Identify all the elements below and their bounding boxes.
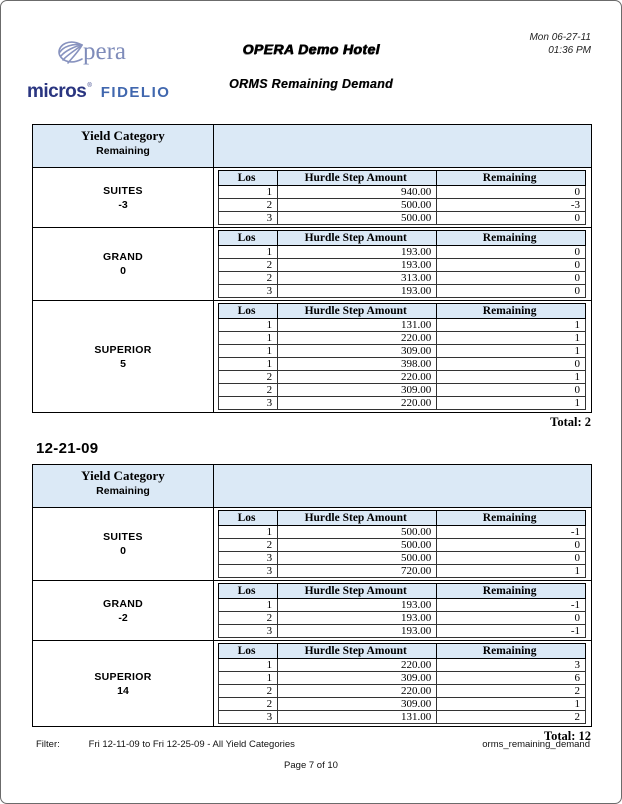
los-cell: 3	[219, 565, 278, 578]
hurdle-steps-table	[218, 643, 586, 724]
hurdle-row	[219, 672, 586, 685]
hurdle-steps-table	[218, 303, 586, 410]
hurdle-row	[219, 319, 586, 332]
remaining-cell: 1	[437, 397, 586, 410]
category-remaining-count: 0	[120, 545, 126, 557]
table-header-row	[33, 125, 592, 168]
hurdle-cell: 220.00	[278, 685, 437, 698]
hurdle-row	[219, 212, 586, 225]
los-cell: 1	[219, 672, 278, 685]
remaining-cell: 1	[437, 319, 586, 332]
hurdle-cell: 500.00	[278, 526, 437, 539]
micros-logo-text: micros	[27, 81, 87, 102]
column-header-los: Los	[219, 171, 278, 186]
hurdle-row	[219, 199, 586, 212]
hurdle-cell: 398.00	[278, 358, 437, 371]
category-group-row	[33, 228, 592, 301]
yield-category-header	[33, 125, 214, 168]
column-header-hurdle: Hurdle Step Amount	[278, 511, 437, 526]
los-cell: 2	[219, 612, 278, 625]
hurdle-cell: 500.00	[278, 552, 437, 565]
category-group-row	[33, 581, 592, 641]
category-name: SUITES	[103, 531, 143, 543]
los-cell: 2	[219, 272, 278, 285]
remaining-label: Remaining	[96, 485, 150, 497]
column-header-remaining: Remaining	[437, 304, 586, 319]
hurdle-cell: 193.00	[278, 625, 437, 638]
total-label: Total:	[550, 415, 585, 429]
yield-category-table	[32, 124, 592, 413]
header-spacer-cell	[214, 125, 592, 168]
hurdle-cell: 500.00	[278, 212, 437, 225]
remaining-label: Remaining	[96, 145, 150, 157]
hurdle-row	[219, 711, 586, 724]
hurdle-steps-cell	[214, 168, 592, 228]
table-header-row	[33, 465, 592, 508]
remaining-cell: 0	[437, 246, 586, 259]
hurdle-steps-cell	[214, 581, 592, 641]
yield-category-table	[32, 464, 592, 727]
remaining-cell: 0	[437, 384, 586, 397]
category-cell	[33, 168, 214, 228]
hurdle-cell: 131.00	[278, 711, 437, 724]
hurdle-row	[219, 332, 586, 345]
category-cell	[33, 581, 214, 641]
hurdle-cell: 720.00	[278, 565, 437, 578]
category-name: SUITES	[103, 184, 143, 197]
column-header-los: Los	[219, 231, 278, 246]
hurdle-steps-cell	[214, 301, 592, 413]
hurdle-steps-table	[218, 583, 586, 638]
hurdle-table-header-row	[219, 171, 586, 186]
hurdle-steps-table	[218, 230, 586, 298]
category-remaining-count: 14	[117, 684, 129, 697]
column-header-remaining: Remaining	[437, 644, 586, 659]
los-cell: 1	[219, 526, 278, 539]
hurdle-row	[219, 698, 586, 711]
category-name: SUPERIOR	[94, 670, 152, 683]
category-remaining-count: 5	[120, 357, 126, 370]
opera-logo-text: pera	[83, 38, 127, 65]
hurdle-row	[219, 358, 586, 371]
category-cell	[33, 508, 214, 581]
los-cell: 2	[219, 539, 278, 552]
hurdle-cell: 193.00	[278, 259, 437, 272]
remaining-cell: 1	[437, 565, 586, 578]
remaining-cell: 1	[437, 345, 586, 358]
hurdle-row	[219, 539, 586, 552]
hurdle-cell: 220.00	[278, 332, 437, 345]
hurdle-cell: 193.00	[278, 246, 437, 259]
los-cell: 3	[219, 397, 278, 410]
los-cell: 1	[219, 345, 278, 358]
category-remaining-count: -3	[118, 198, 128, 211]
hurdle-cell: 220.00	[278, 659, 437, 672]
los-cell: 3	[219, 625, 278, 638]
hurdle-row	[219, 659, 586, 672]
report-section	[32, 440, 592, 744]
hurdle-row	[219, 397, 586, 410]
report-time: 01:36 PM	[548, 45, 591, 56]
column-header-los: Los	[219, 644, 278, 659]
hurdle-cell: 309.00	[278, 345, 437, 358]
hurdle-steps-cell	[214, 228, 592, 301]
remaining-cell: -1	[437, 599, 586, 612]
hurdle-row	[219, 272, 586, 285]
category-group-row	[33, 168, 592, 228]
hurdle-cell: 193.00	[278, 599, 437, 612]
hurdle-cell: 940.00	[278, 186, 437, 199]
category-name: GRAND	[103, 597, 143, 610]
los-cell: 2	[219, 259, 278, 272]
hurdle-row	[219, 259, 586, 272]
remaining-cell: 1	[437, 698, 586, 711]
hurdle-row	[219, 612, 586, 625]
hurdle-table-header-row	[219, 304, 586, 319]
hurdle-row	[219, 186, 586, 199]
remaining-cell: 6	[437, 672, 586, 685]
category-name: GRAND	[103, 251, 143, 263]
hurdle-row	[219, 685, 586, 698]
total-value: 2	[584, 415, 591, 429]
remaining-cell: 1	[437, 371, 586, 384]
los-cell: 1	[219, 319, 278, 332]
column-header-hurdle: Hurdle Step Amount	[278, 231, 437, 246]
hurdle-cell: 309.00	[278, 672, 437, 685]
los-cell: 3	[219, 285, 278, 298]
los-cell: 1	[219, 659, 278, 672]
los-cell: 3	[219, 212, 278, 225]
los-cell: 2	[219, 685, 278, 698]
category-remaining-count: -2	[118, 611, 128, 624]
hurdle-table-header-row	[219, 644, 586, 659]
hurdle-row	[219, 371, 586, 384]
column-header-remaining: Remaining	[437, 231, 586, 246]
los-cell: 3	[219, 711, 278, 724]
remaining-cell: 0	[437, 285, 586, 298]
los-cell: 1	[219, 186, 278, 199]
report-file-name: orms_remaining_demand	[482, 739, 590, 750]
category-group-row	[33, 508, 592, 581]
hurdle-cell: 309.00	[278, 698, 437, 711]
hurdle-cell: 193.00	[278, 612, 437, 625]
hurdle-cell: 193.00	[278, 285, 437, 298]
category-group-row	[33, 641, 592, 727]
column-header-hurdle: Hurdle Step Amount	[278, 584, 437, 599]
section-total	[32, 415, 591, 430]
hurdle-table-header-row	[219, 231, 586, 246]
los-cell: 2	[219, 384, 278, 397]
los-cell: 2	[219, 698, 278, 711]
total-value: 12	[578, 729, 591, 743]
yield-category-header	[33, 465, 214, 508]
hurdle-row	[219, 565, 586, 578]
footer-filter	[36, 739, 295, 750]
remaining-cell: -1	[437, 625, 586, 638]
remaining-cell: 0	[437, 212, 586, 225]
los-cell: 1	[219, 332, 278, 345]
column-header-hurdle: Hurdle Step Amount	[278, 304, 437, 319]
hurdle-cell: 309.00	[278, 384, 437, 397]
category-cell	[33, 641, 214, 727]
hurdle-row	[219, 285, 586, 298]
remaining-cell: 0	[437, 259, 586, 272]
header-spacer-cell	[214, 465, 592, 508]
category-cell	[33, 228, 214, 301]
report-subtitle: ORMS Remaining Demand	[229, 77, 393, 91]
hurdle-steps-table	[218, 510, 586, 578]
category-group-row	[33, 301, 592, 413]
remaining-cell: 0	[437, 539, 586, 552]
los-cell: 2	[219, 199, 278, 212]
date-heading: 12-21-09	[36, 440, 99, 457]
page-number: Page 7 of 10	[284, 760, 338, 771]
yield-category-label: Yield Category	[81, 468, 165, 483]
hurdle-steps-cell	[214, 508, 592, 581]
report-body	[32, 124, 592, 744]
remaining-cell: -1	[437, 526, 586, 539]
filter-label: Filter:	[36, 739, 60, 750]
hurdle-cell: 131.00	[278, 319, 437, 332]
remaining-cell: 0	[437, 612, 586, 625]
report-title: OPERA Demo Hotel	[242, 41, 380, 57]
los-cell: 2	[219, 371, 278, 384]
remaining-cell: 0	[437, 272, 586, 285]
hurdle-cell: 500.00	[278, 199, 437, 212]
remaining-cell: 2	[437, 685, 586, 698]
fidelio-logo-text: FIDELIO	[100, 83, 171, 101]
category-cell	[33, 301, 214, 413]
column-header-hurdle: Hurdle Step Amount	[278, 644, 437, 659]
los-cell: 3	[219, 552, 278, 565]
hurdle-row	[219, 526, 586, 539]
column-header-los: Los	[219, 584, 278, 599]
filter-value: Fri 12-11-09 to Fri 12-25-09 - All Yield Categories	[88, 739, 295, 750]
hurdle-steps-cell	[214, 641, 592, 727]
remaining-cell: 1	[437, 332, 586, 345]
hurdle-steps-table	[218, 170, 586, 225]
registered-mark: ®	[87, 83, 92, 89]
report-date: Mon 06-27-11	[529, 32, 591, 43]
hurdle-row	[219, 384, 586, 397]
remaining-cell: 2	[437, 711, 586, 724]
hurdle-cell: 313.00	[278, 272, 437, 285]
los-cell: 1	[219, 599, 278, 612]
column-header-los: Los	[219, 304, 278, 319]
hurdle-row	[219, 625, 586, 638]
column-header-los: Los	[219, 511, 278, 526]
hurdle-row	[219, 246, 586, 259]
report-section	[32, 124, 592, 430]
remaining-cell: 3	[437, 659, 586, 672]
hurdle-cell: 220.00	[278, 371, 437, 384]
hurdle-row	[219, 599, 586, 612]
hurdle-cell: 500.00	[278, 539, 437, 552]
column-header-remaining: Remaining	[437, 171, 586, 186]
remaining-cell: -3	[437, 199, 586, 212]
total-label: Total:	[543, 729, 579, 743]
hurdle-table-header-row	[219, 584, 586, 599]
column-header-remaining: Remaining	[437, 584, 586, 599]
report-datetime	[529, 31, 591, 57]
column-header-remaining: Remaining	[437, 511, 586, 526]
yield-category-label: Yield Category	[81, 128, 165, 143]
hurdle-row	[219, 552, 586, 565]
los-cell: 1	[219, 246, 278, 259]
los-cell: 1	[219, 358, 278, 371]
column-header-hurdle: Hurdle Step Amount	[278, 171, 437, 186]
hurdle-table-header-row	[219, 511, 586, 526]
category-name: SUPERIOR	[94, 343, 152, 356]
category-remaining-count: 0	[120, 265, 126, 277]
remaining-cell: 0	[437, 552, 586, 565]
remaining-cell: 0	[437, 358, 586, 371]
hurdle-row	[219, 345, 586, 358]
hurdle-cell: 220.00	[278, 397, 437, 410]
remaining-cell: 0	[437, 186, 586, 199]
